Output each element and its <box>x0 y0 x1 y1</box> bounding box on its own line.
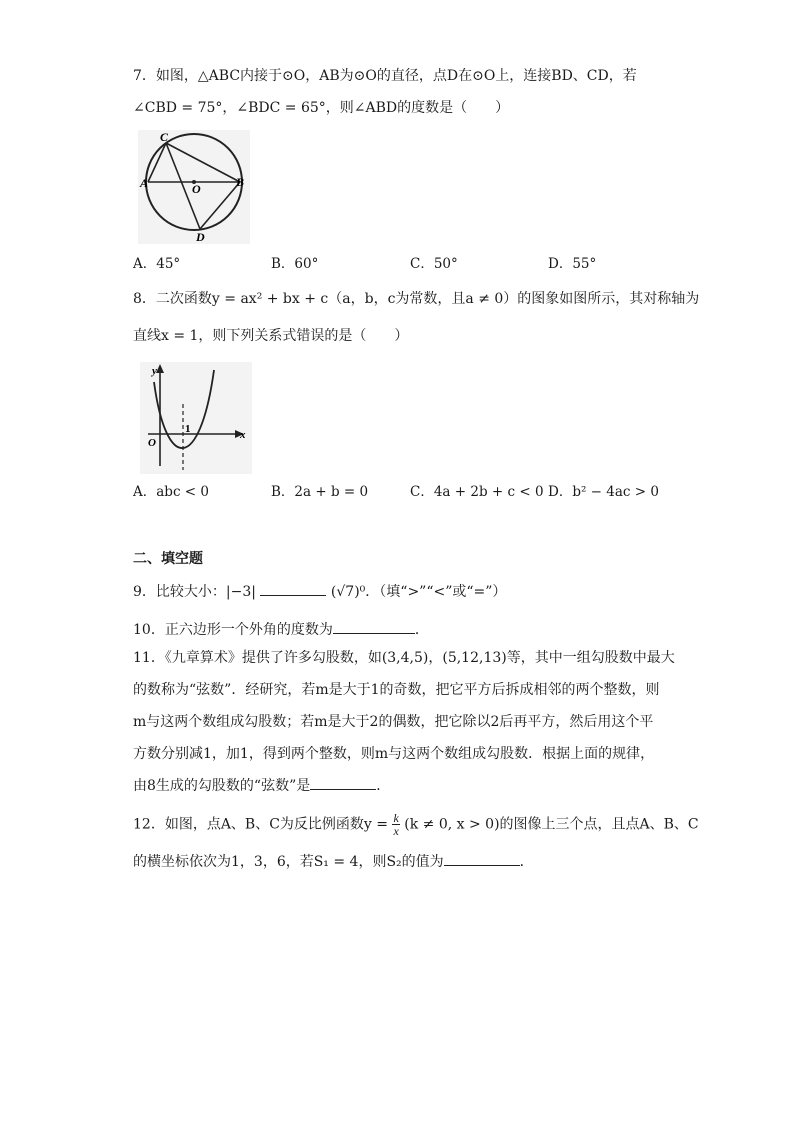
q7-line2: ∠CBD = 75°，∠BDC = 65°，则∠ABD的度数是（ ） <box>133 100 510 116</box>
q12-fraction <box>392 812 399 837</box>
q7-option-d[interactable]: D．55° <box>548 256 597 272</box>
q11-answer-blank[interactable] <box>310 775 376 790</box>
q9-left-value: |−3| <box>225 584 256 600</box>
q11-line1: 11．《九章算术》提供了许多勾股数，如(3,4,5)，(5,12,13)等，其中一组勾股数中最大 <box>133 650 675 666</box>
q9-right-value: (√7)⁰ <box>330 584 366 600</box>
q7-option-b[interactable]: B．60° <box>271 256 319 272</box>
q9-prefix: 9．比较大小： <box>133 584 226 600</box>
q12-line1 <box>133 812 699 837</box>
label-origin: O <box>148 437 156 449</box>
label-one: 1 <box>185 423 191 435</box>
q7-option-c[interactable]: C．50° <box>410 256 458 272</box>
q12-frac-den: x <box>393 824 399 838</box>
q11-line5-prefix: 由8生成的勾股数的“弦数”是 <box>133 778 311 794</box>
q8-option-b[interactable]: B．2a + b = 0 <box>271 484 369 500</box>
q8-parabola-figure <box>140 362 252 474</box>
label-o: O <box>192 182 201 196</box>
q10-answer-blank[interactable] <box>333 619 415 634</box>
q11-line5 <box>133 775 390 796</box>
q12-line2-prefix: 的横坐标依次为1，3，6，若S₁ = 4，则S₂的值为 <box>133 854 444 870</box>
q8-line2: 直线x = 1，则下列关系式错误的是（ ） <box>133 328 409 344</box>
q9-answer-blank[interactable] <box>260 581 326 596</box>
label-x: x <box>240 429 246 441</box>
q11-line4: 方数分别减1，加1，得到两个整数，则m与这两个数组成勾股数．根据上面的规律， <box>133 746 655 762</box>
q9-suffix: ．（填“>”“<”或“=”） <box>365 584 507 600</box>
q12-answer-blank[interactable] <box>444 851 520 866</box>
section-title: 二、填空题 <box>133 551 203 567</box>
q12-frac-num: k <box>393 811 399 825</box>
q7-line1: 7．如图，△ABC内接于⊙O，AB为⊙O的直径，点D在⊙O上，连接BD、CD，若 <box>133 68 637 84</box>
label-d: D <box>196 230 205 244</box>
q11-line5-end: ． <box>376 778 391 794</box>
q10-text: 10．正六边形一个外角的度数为 <box>133 622 333 638</box>
label-y: y <box>152 365 157 377</box>
q12-line2 <box>133 851 534 872</box>
q7-circle-figure <box>138 130 250 244</box>
q10-line <box>133 619 429 640</box>
q8-option-d[interactable]: D．b² − 4ac > 0 <box>548 484 659 500</box>
q7-option-a[interactable]: A．45° <box>133 256 181 272</box>
q8-option-a[interactable]: A．abc < 0 <box>133 484 209 500</box>
q9-line <box>133 581 506 602</box>
label-b: B <box>236 175 245 189</box>
label-c: C <box>160 130 169 144</box>
q12-line2-end: ． <box>519 854 534 870</box>
q12-after-frac: (k ≠ 0, x > 0)的图像上三个点，且点A、B、C <box>404 816 699 833</box>
q11-line2: 的数称为“弦数”．经研究，若m是大于1的奇数，把它平方后拆成相邻的两个整数，则 <box>133 682 660 698</box>
q12-prefix: 12．如图，点A、B、C为反比例函数y = <box>133 816 389 833</box>
label-a: A <box>140 176 149 190</box>
q10-end: ． <box>414 622 429 638</box>
q11-line3: m与这两个数组成勾股数；若m是大于2的偶数，把它除以2后再平方，然后用这个平 <box>133 714 654 730</box>
q8-option-c[interactable]: C．4a + 2b + c < 0 <box>410 484 544 500</box>
q8-line1: 8．二次函数y = ax² + bx + c（a，b，c为常数，且a ≠ 0）的图象如图所示，其对称轴为 <box>133 291 700 307</box>
